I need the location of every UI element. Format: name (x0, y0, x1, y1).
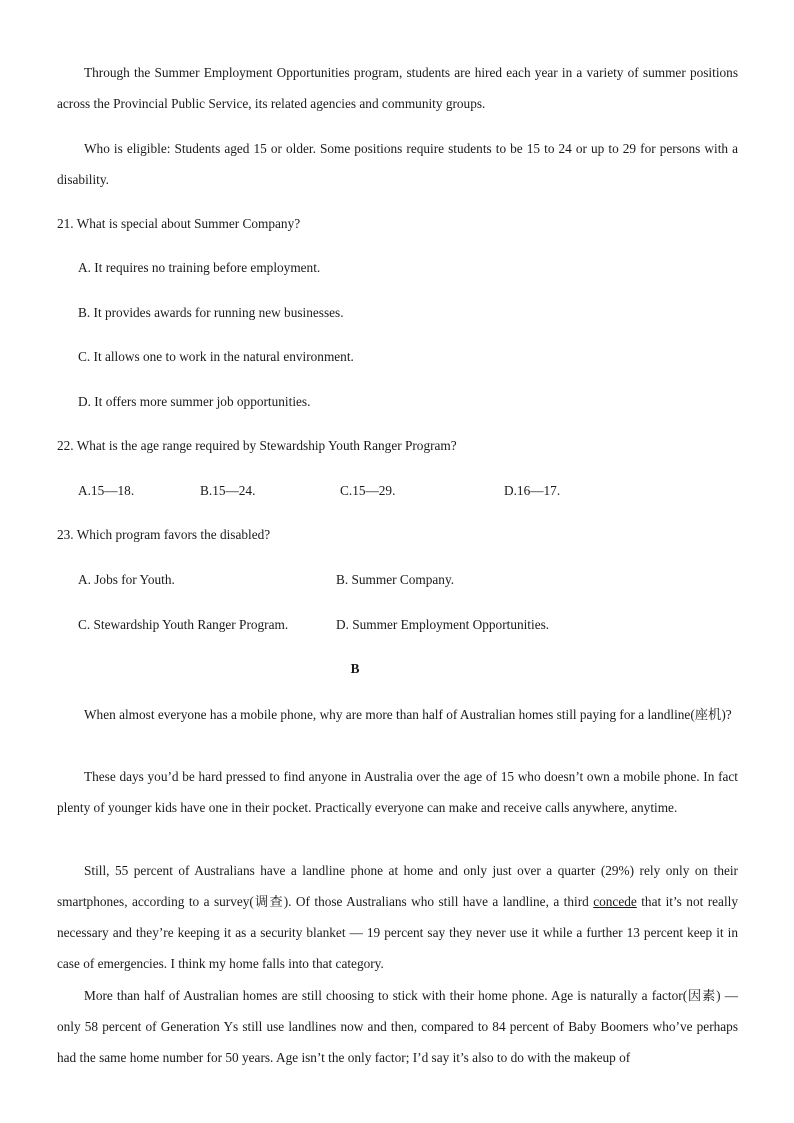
section-b-paragraph-1-text: These days you’d be hard pressed to find anyone in Australia over the age of 15 who doesn’t own a mobile phone. In fact plenty of younger kids have one in their pocket. Practically everyone can make and receive calls anywhere, anytime. (57, 769, 738, 815)
intro-paragraph-2 (57, 133, 738, 195)
question-21-option-c: C. It allows one to work in the natural environment. (78, 349, 354, 364)
underlined-word-concede: concede (593, 894, 637, 909)
section-b-paragraph-3-text: More than half of Australian homes are still choosing to stick with their home phone. Age is naturally a factor(因素) — only 58 percent of Generation Ys still use landlines now and then, compared to 84 percent of Baby Boomers who’ve perhaps had the same home number for 50 years. Age isn’t the only factor; I’d say it’s also to do with the makeup of (57, 988, 738, 1065)
intro-paragraph-1 (57, 57, 738, 119)
question-21-stem: 21. What is special about Summer Company? (57, 216, 301, 231)
question-22-option-c: C.15—29. (340, 483, 396, 498)
question-21-option-d: D. It offers more summer job opportunities. (78, 394, 311, 409)
section-b-paragraph-2-before: Still, 55 percent of Australians have a landline phone at home and only just over a quarter (29%) rely only on their smartphones, according to a survey(调查). Of those Australians who still have a landline, a third (57, 863, 738, 909)
question-23-option-c: C. Stewardship Youth Ranger Program. (78, 617, 289, 632)
intro-paragraph-1-text: Through the Summer Employment Opportunities program, students are hired each year in a variety of summer positions across the Provincial Public Service, its related agencies and community groups. (57, 65, 738, 111)
section-b-paragraph-2-after: that it’s not really necessary and they’re keeping it as a security blanket — 19 percent say they never use it while a further 13 percent keep it in case of emergencies. I think my home falls into that category. (57, 894, 738, 971)
section-b-paragraph-3 (57, 980, 738, 1073)
question-21-option-b: B. It provides awards for running new businesses. (78, 305, 344, 320)
section-b-title-text: When almost everyone has a mobile phone, why are more than half of Australian homes still paying for a landline(座机)? (84, 707, 732, 722)
section-b-heading: B (350, 661, 360, 676)
section-b-paragraph-2 (57, 855, 738, 979)
question-22-option-a: A.15—18. (78, 483, 135, 498)
question-23-option-b: B. Summer Company. (336, 572, 455, 587)
section-b-paragraph-1 (57, 761, 738, 823)
question-23-option-d: D. Summer Employment Opportunities. (336, 617, 550, 632)
section-b-title (57, 699, 738, 730)
question-22-option-b: B.15—24. (200, 483, 256, 498)
question-23-stem: 23. Which program favors the disabled? (57, 527, 271, 542)
question-22-stem: 22. What is the age range required by Stewardship Youth Ranger Program? (57, 438, 457, 453)
question-21-option-a: A. It requires no training before employment. (78, 260, 321, 275)
question-23-option-a: A. Jobs for Youth. (78, 572, 175, 587)
question-22-option-d: D.16—17. (504, 483, 561, 498)
intro-paragraph-2-text: Who is eligible: Students aged 15 or older. Some positions require students to be 15 to 24 or up to 29 for persons with a disability. (57, 141, 738, 187)
